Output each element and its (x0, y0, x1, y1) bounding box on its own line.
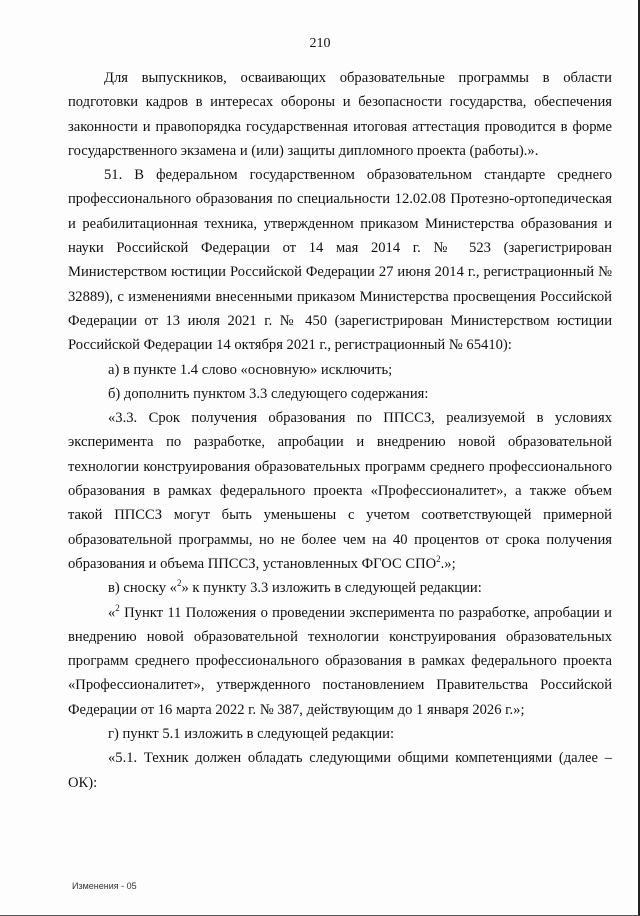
paragraph-footnote-2 (68, 601, 612, 722)
paragraph-clause-5-1: «5.1. Техник должен обладать следующими общими компетенциями (далее – ОК): (68, 750, 612, 791)
paragraph-subitem-a: а) в пункте 1.4 слово «основную» исключить; (108, 361, 393, 378)
footnote-2-text: Пункт 11 Положения о проведении эксперимента по разработке, апробации и внедрению новой образовательной технологии конструирования образовательных программ среднего профессионального образования в рамках федерального проекта «Профессионалитет», утвержденного постановлением Правительства Российской Федерации от 16 марта 2022 г. № 387, действующим до 1 января 2026 г.»; (68, 604, 612, 718)
paragraph-graduates: Для выпускников, осваивающих образовательные программы в области подготовки кадров в интересах обороны и безопасности государства, обеспечения законности и правопорядка государственная итоговая аттестация проводится в форме государственного экзамена и (или) защиты дипломного проекта (работы).». (68, 70, 612, 159)
document-body (68, 66, 612, 795)
footnote-marker: 2 (436, 554, 441, 565)
footnote-2-start: « (108, 604, 116, 621)
paragraph-subitem-g: г) пункт 5.1 изложить в следующей редакции: (108, 726, 395, 743)
paragraph-item-51: 51. В федеральном государственном образовательном стандарте среднего профессионального образования по специальности 12.02.08 Протезно-ортопедическая и реабилитационная техника, утвержденном приказом Министерства образования и науки Российской Федерации от 14 мая 2014 г. № 523 (зарегистрирован Министерством юстиции Российской Федерации 27 июня 2014 г., регистрационный № 32889), с изменениями внесенными приказом Министерства просвещения Российской Федерации от 13 июля 2021 г. № 450 (зарегистрирован Министерством юстиции Российской Федерации 14 октября 2021 г., регистрационный № 65410): (68, 167, 612, 354)
paragraph-subitem-b: б) дополнить пунктом 3.3 следующего содержания: (108, 385, 429, 402)
footer-note: Изменения - 05 (72, 881, 137, 891)
footnote-marker: 2 (115, 602, 120, 613)
clause-3-3-end: .»; (440, 555, 456, 572)
footnote-marker: 2 (176, 578, 182, 589)
subitem-v-end: » к пункту 3.3 изложить в следующей редакции: (181, 580, 482, 597)
subitem-v-start: в) сноску « (108, 580, 177, 597)
clause-3-3-text: «3.3. Срок получения образования по ППССЗ, реализуемой в условиях эксперимента по разработке, апробации и внедрению новой образовательной технологии конструирования образовательных программ среднего профессионального образования в рамках федерального проекта «Профессионалитет», а также объем такой ППССЗ могут быть уменьшены с учетом соответствующей примерной образовательной программы, но не более чем на 40 процентов от срока получения образования и объема ППССЗ, установленных ФГОС СПО (68, 410, 612, 572)
paragraph-clause-3-3 (68, 406, 612, 576)
page-number: 210 (309, 36, 331, 51)
paragraph-subitem-v (68, 576, 612, 600)
